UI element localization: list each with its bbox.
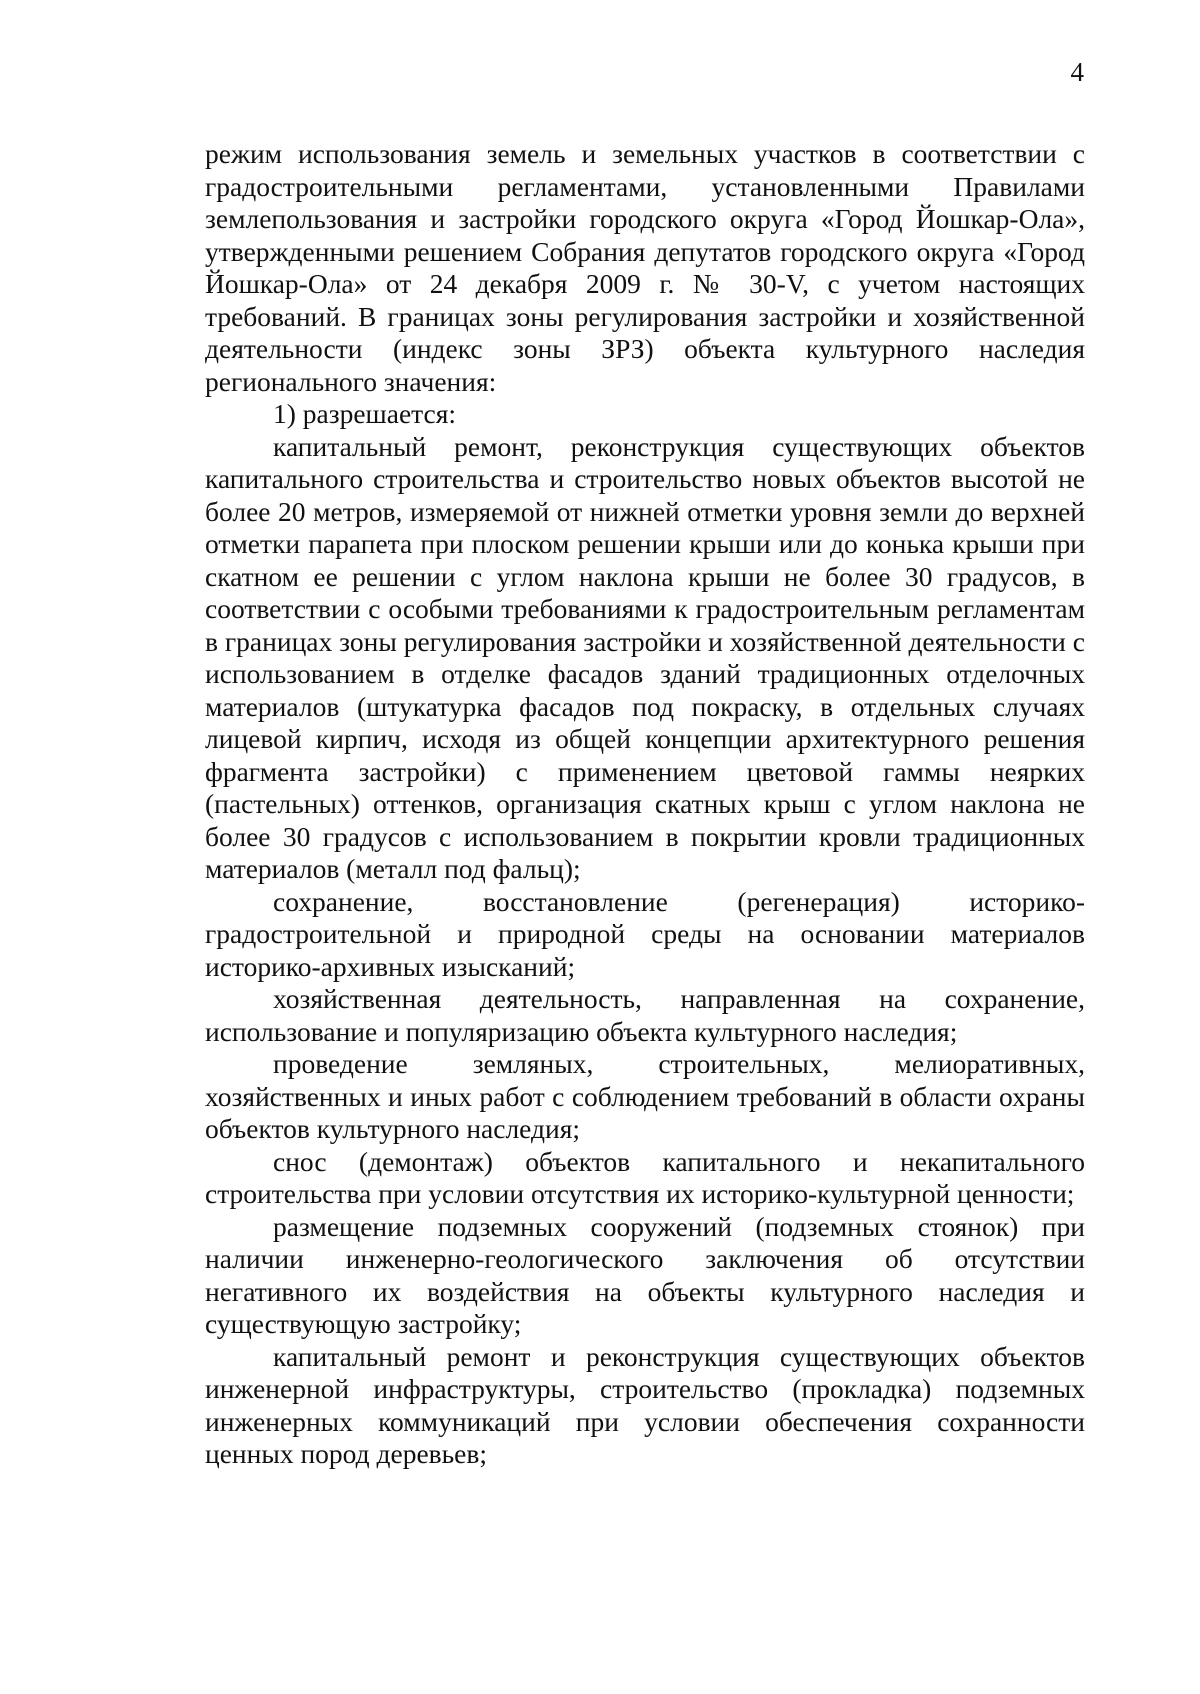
- paragraph-regime-intro: режим использования земель и земельных участков в соответствии с градостроительными регламентами, установленными Правилами землепользования и застройки городского округа «Город Йошкар-Ола», утвержденными решением Собрания депутатов городского округа «Город Йошкар-Ола» от 24 декабря 2009 г. № 30-V, с учетом настоящих требований. В границах зоны регулирования застройки и хозяйственной деятельности (индекс зоны ЗРЗ) объекта культурного наследия регионального значения:: [205, 138, 1085, 397]
- paragraph-engineering-infrastructure: капитальный ремонт и реконструкция существующих объектов инженерной инфраструктуры, строительство (прокладка) подземных инженерных коммуникаций при условии обеспечения сохранности ценных пород деревьев;: [205, 1340, 1085, 1469]
- paragraph-preservation: сохранение, восстановление (регенерация) историко-градостроительной и природной среды на основании материалов историко-архивных изысканий;: [205, 885, 1085, 982]
- paragraph-demolition: снос (демонтаж) объектов капитального и некапитального строительства при условии отсутствия их историко-культурной ценности;: [205, 1145, 1085, 1209]
- document-body: [205, 138, 1085, 1471]
- paragraph-underground-structures: размещение подземных сооружений (подземных стоянок) при наличии инженерно-геологического заключения об отсутствии негативного их воздействия на объекты культурного наследия и существующую застройку;: [205, 1210, 1085, 1339]
- paragraph-capital-repair: капитальный ремонт, реконструкция существующих объектов капитального строительства и строительство новых объектов высотой не более 20 метров, измеряемой от нижней отметки уровня земли до верхней отметки парапета при плоском решении крыши или до конька крыши при скатном ее решении с углом наклона крыши не более 30 градусов, в соответствии с особыми требованиями к градостроительным регламентам в границах зоны регулирования застройки и хозяйственной деятельности с использованием в отделке фасадов зданий традиционных отделочных материалов (штукатурка фасадов под покраску, в отдельных случаях лицевой кирпич, исходя из общей концепции архитектурного решения фрагмента застройки) с применением цветовой гаммы неярких (пастельных) оттенков, организация скатных крыш с углом наклона не более 30 градусов с использованием в покрытии кровли традиционных материалов (металл под фальц);: [205, 430, 1085, 884]
- paragraph-earthworks: проведение земляных, строительных, мелиоративных, хозяйственных и иных работ с соблюдением требований в области охраны объектов культурного наследия;: [205, 1048, 1085, 1144]
- paragraph-economic-activity: хозяйственная деятельность, направленная на сохранение, использование и популяризацию объекта культурного наследия;: [205, 983, 1085, 1047]
- page-number: 4: [1070, 57, 1084, 87]
- paragraph-permitted-heading: 1) разрешается:: [273, 398, 456, 429]
